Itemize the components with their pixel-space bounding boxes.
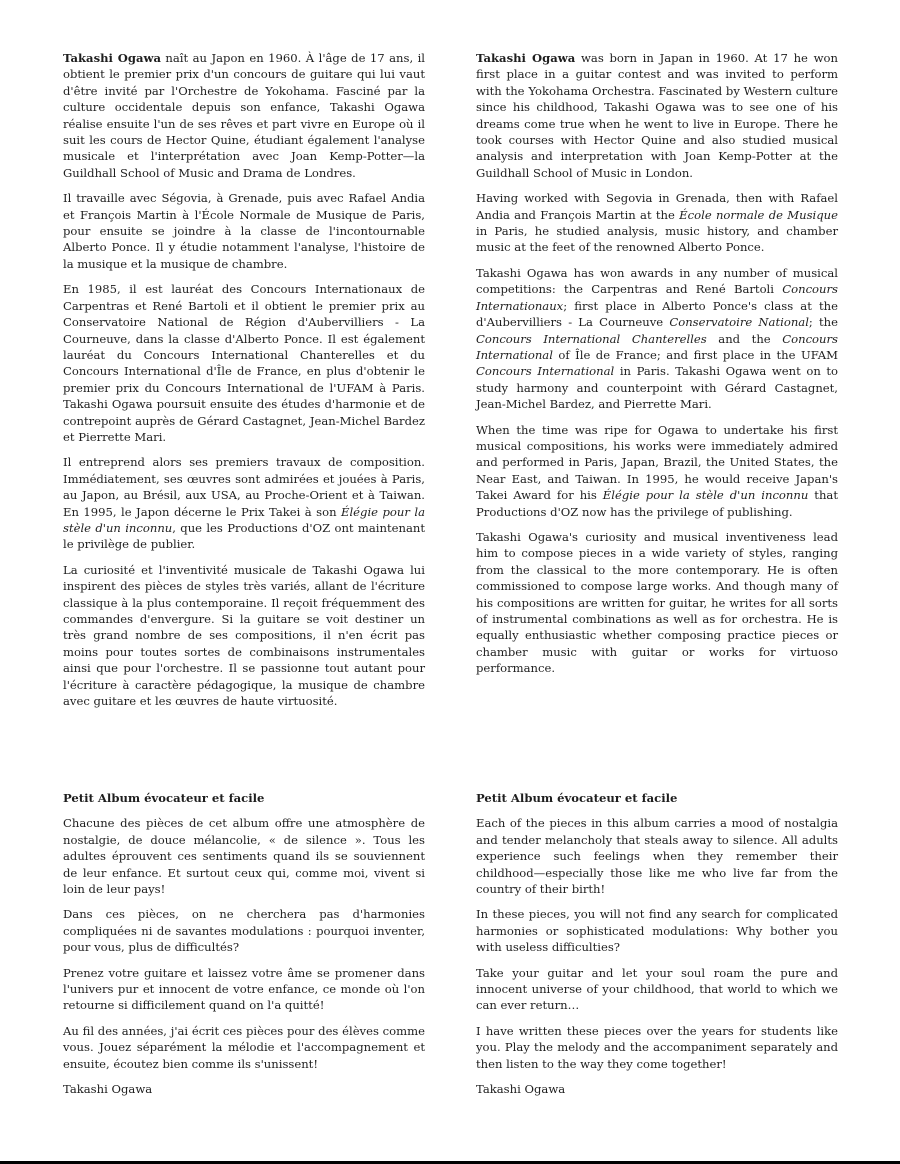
english-album-paragraph-4: I have written these pieces over the years for students like you. Play the melody and the accompaniment separately and then listen to the way they come together! [476, 1023, 838, 1071]
english-album-note [476, 790, 838, 1107]
conservatoire-name: Conservatoire National [669, 315, 809, 330]
french-album-note [63, 790, 425, 1107]
work-title: Élégie pour la stèle d'un inconnu [63, 504, 425, 535]
competition-name: Concours International Chanterelles [476, 331, 707, 346]
french-album-paragraph-1: Chacune des pièces de cet album offre une atmosphère de nostalgie, de douce mélancolie, « de silence ». Tous les adultes éprouvent ces sentiments quand ils se souviennent de leur enfance. Et surtout ceux qui, comme moi, vivent si loin de leur pays! [63, 816, 425, 897]
english-bio-paragraph-4: When the time was ripe for Ogawa to undertake his first musical compositions, his works were immediately admired and performed in Paris, Japan, Brazil, the United States, the Near East, and Taiwan. In 1995, he would receive Japan's Takei Award for his Élégie pour la stèle d'un inconnu that Productions d'OZ now has the privilege of publishing. [476, 422, 838, 519]
signature: Takashi Ogawa [63, 1082, 153, 1097]
section-heading: Petit Album évocateur et facile [476, 791, 678, 805]
signature: Takashi Ogawa [476, 1082, 566, 1097]
french-album-paragraph-4: Au fil des années, j'ai écrit ces pièces pour des élèves comme vous. Jouez séparément la mélodie et l'accompagnement et ensuite, écoutez bien comme ils s'unissent! [63, 1023, 425, 1071]
french-bio-paragraph-5: La curiosité et l'inventivité musicale de Takashi Ogawa lui inspirent des pièces de styles très variés, allant de l'écriture classique à la plus contemporaine. Il reçoit fréquemment des commandes d'envergure. Si la guitare se voit destiner un très grand nombre de ses compositions, il n'en écrit pas moins pour toutes sortes de combinaisons instrumentales ainsi que pour l'orchestre. Il se passionne tout autant pour l'écriture à caractère pédagogique, la musique de chambre avec guitare et les œuvres de haute virtuosité. [63, 562, 425, 709]
french-album-paragraph-2: Dans ces pièces, on ne cherchera pas d'harmonies compliquées ni de savantes modulations : pourquoi inventer, pour vous, plus de difficultés? [63, 907, 425, 955]
composer-name: Takashi Ogawa [476, 51, 576, 65]
french-biography [63, 50, 425, 718]
competition-name: Concours International [476, 364, 615, 379]
english-bio-paragraph-2: Having worked with Segovia in Grenada, then with Rafael Andia and François Martin at the École normale de Musique in Paris, he studied analysis, music history, and chamber music at the feet of the renowned Alberto Ponce. [476, 191, 839, 255]
english-album-paragraph-2: In these pieces, you will not find any search for complicated harmonies or sophisticated modulations: Why bother you with useless difficulties? [476, 907, 838, 955]
english-biography [476, 50, 838, 686]
section-heading: Petit Album évocateur et facile [63, 791, 265, 805]
english-album-paragraph-3: Take your guitar and let your soul roam the pure and innocent universe of your childhood, that world to which we can ever return… [476, 965, 838, 1013]
english-bio-paragraph-3: Takashi Ogawa has won awards in any number of musical competitions: the Carpentras and René Bartoli Concours Internationaux; first place in Alberto Ponce's class at the d'Aubervilliers - La Courneuve Conservatoire National; the Concours International Chanterelles and the Concours International of Île de France; and first place in the UFAM Concours International in Paris. Takashi Ogawa went on to study harmony and counterpoint with Gérard Castagnet, Jean-Michel Bardez, and Pierrette Mari. [476, 265, 838, 412]
french-bio-paragraph-2: Il travaille avec Ségovia, à Grenade, puis avec Rafael Andia et François Martin à l'École Normale de Musique de Paris, pour ensuite se joindre à la classe de l'incontournable Alberto Ponce. Il y étudie notamment l'analyse, l'histoire de la musique et la musique de chambre. [63, 191, 425, 271]
french-bio-paragraph-1: Takashi Ogawa naît au Japon en 1960. À l'âge de 17 ans, il obtient le premier prix d'un concours de guitare qui lui vaut d'être invité par l'Orchestre de Yokohama. Fasciné par la culture occidentale depuis son enfance, Takashi Ogawa réalise ensuite l'un de ses rêves et part vivre en Europe où il suit les cours de Hector Quine, étudiant également l'analyse musicale et l'interprétation avec Joan Kemp-Potter—la Guildhall School of Music and Drama de Londres. [63, 51, 426, 180]
english-album-paragraph-1: Each of the pieces in this album carries a mood of nostalgia and tender melancholy that steals away to silence. All adults experience such feelings when they remember their childhood—especially those like me who live far from the country of their birth! [476, 816, 838, 897]
french-bio-paragraph-3: En 1985, il est lauréat des Concours Internationaux de Carpentras et René Bartoli et il obtient le premier prix au Conservatoire National de Région d'Aubervilliers - La Courneuve, dans la classe d'Alberto Ponce. Il est également lauréat du Concours International Chanterelles et du Concours International d'Île de France, en plus d'obtenir le premier prix du Concours International de l'UFAM à Paris. Takashi Ogawa poursuit ensuite des études d'harmonie et de contrepoint auprès de Gérard Castagnet, Jean-Michel Bardez et Pierrette Mari. [63, 282, 425, 444]
composer-name: Takashi Ogawa [63, 51, 161, 65]
french-album-paragraph-3: Prenez votre guitare et laissez votre âme se promener dans l'univers pur et innocent de votre enfance, ce monde où l'on retourne si difficilement quand on l'a quitté! [63, 965, 425, 1013]
work-title: Élégie pour la stèle d'un inconnu [602, 488, 809, 503]
school-name: École normale de Musique [679, 207, 839, 222]
french-bio-paragraph-4: Il entreprend alors ses premiers travaux de composition. Immédiatement, ses œuvres sont admirées et jouées à Paris, au Japon, au Brésil, aux USA, au Proche-Orient et à Taiwan. En 1995, le Japon décerne le Prix Takei à son Élégie pour la stèle d'un inconnu, que les Productions d'OZ ont maintenant le privilège de publier. [63, 455, 425, 552]
english-bio-paragraph-1: Takashi Ogawa was born in Japan in 1960. At 17 he won first place in a guitar contest and was invited to perform with the Yokohama Orchestra. Fascinated by Western culture since his childhood, Takashi Ogawa was to see one of his dreams come true when he went to live in Europe. There he took courses with Hector Quine and also studied musical analysis and interpretation with Joan Kemp-Potter at the Guildhall School of Music in London. [476, 51, 839, 180]
competition-name: Concours Internationaux [476, 282, 838, 313]
english-bio-paragraph-5: Takashi Ogawa's curiosity and musical inventiveness lead him to compose pieces in a wide variety of styles, ranging from the classical to the more contemporary. He is often commissioned to compose large works. And though many of his compositions are written for guitar, he writes for all sorts of instrumental combinations as well as for orchestra. He is equally enthusiastic whether composing practice pieces or chamber music with guitar or works for virtuoso performance. [476, 529, 838, 676]
competition-name: Concours International [476, 331, 838, 362]
